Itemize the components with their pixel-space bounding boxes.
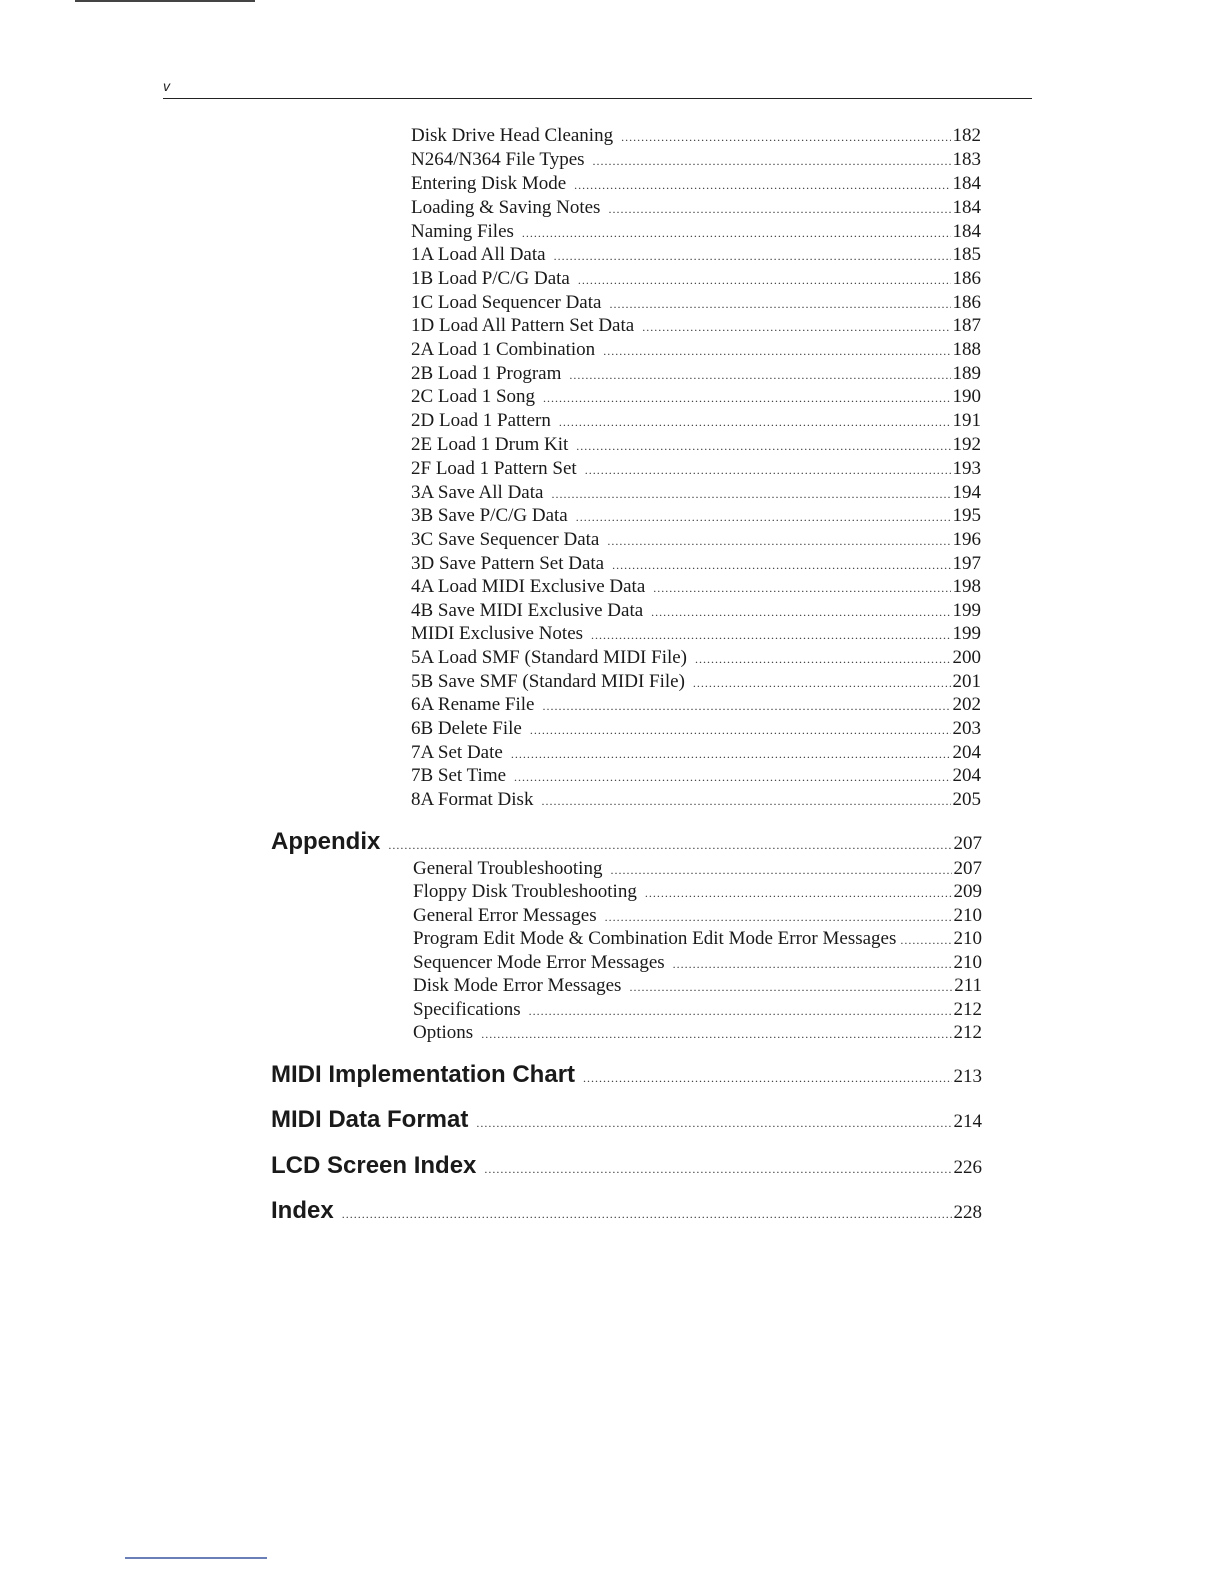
toc-entry[interactable] <box>413 974 982 998</box>
toc-entry[interactable] <box>411 124 981 148</box>
dot-leader <box>583 1061 951 1095</box>
toc-section-page: 213 <box>953 1066 982 1087</box>
toc-entry-page: 184 <box>952 221 981 242</box>
dot-leader <box>609 292 950 316</box>
dot-leader <box>542 694 950 718</box>
toc-entry-label: 5B Save SMF (Standard MIDI File) <box>411 671 685 692</box>
toc-entry-label: 1A Load All Data <box>411 244 546 265</box>
toc-entry-label: 2D Load 1 Pattern <box>411 410 551 431</box>
toc-entry-label: 7A Set Date <box>411 742 503 763</box>
dot-leader <box>543 386 950 410</box>
toc-entry[interactable] <box>411 243 981 267</box>
dot-leader <box>591 623 950 647</box>
toc-entry-label: N264/N364 File Types <box>411 149 585 170</box>
dot-leader <box>900 928 951 952</box>
toc-section-label: Index <box>271 1197 334 1224</box>
toc-entry[interactable] <box>411 504 981 528</box>
dot-leader <box>621 125 950 149</box>
toc-entry-label: Sequencer Mode Error Messages <box>413 952 665 973</box>
toc-entry-label: 1C Load Sequencer Data <box>411 292 602 313</box>
toc-entry-page: 192 <box>952 434 981 455</box>
toc-entry-page: 184 <box>952 197 981 218</box>
toc-entry[interactable] <box>411 670 981 694</box>
toc-section-midi-data-format[interactable] <box>271 1103 982 1137</box>
dot-leader <box>607 529 950 553</box>
toc-entry[interactable] <box>411 575 981 599</box>
toc-entry[interactable] <box>413 904 982 928</box>
toc-section-label: LCD Screen Index <box>271 1152 477 1179</box>
toc-entry-page: 188 <box>952 339 981 360</box>
toc-entry-label: General Troubleshooting <box>413 858 603 879</box>
dot-leader <box>569 363 950 387</box>
toc-entry-label: 4B Save MIDI Exclusive Data <box>411 600 644 621</box>
toc-entry[interactable] <box>411 267 981 291</box>
toc-entry[interactable] <box>411 552 981 576</box>
toc-entry-page: 199 <box>952 600 981 621</box>
toc-entry-page: 184 <box>952 173 981 194</box>
toc-entry-page: 186 <box>952 268 981 289</box>
toc-entry-label: 2C Load 1 Song <box>411 386 536 407</box>
toc-entry-label: Specifications <box>413 999 521 1020</box>
toc-entry-page: 185 <box>952 244 981 265</box>
dot-leader <box>511 742 951 766</box>
dot-leader <box>642 315 950 339</box>
toc-entry-label: General Error Messages <box>413 905 597 926</box>
toc-section-page: 214 <box>953 1111 982 1132</box>
toc-entry-label: 6A Rename File <box>411 694 535 715</box>
toc-entry-label: Options <box>413 1022 474 1043</box>
toc-entry-page: 207 <box>953 858 982 879</box>
toc-section-label: Appendix <box>271 828 381 855</box>
toc-entry-page: 210 <box>953 928 982 949</box>
toc-entry-label: Program Edit Mode & Combination Edit Mode Error Messages <box>413 928 897 949</box>
dot-leader <box>576 434 950 458</box>
toc-entry[interactable] <box>411 481 981 505</box>
toc-entry[interactable] <box>411 741 981 765</box>
toc-entry[interactable] <box>411 220 981 244</box>
toc-entry-label: Disk Mode Error Messages <box>413 975 622 996</box>
toc-entry-page: 198 <box>952 576 981 597</box>
toc-entry-label: 5A Load SMF (Standard MIDI File) <box>411 647 688 668</box>
toc-entry-page: 199 <box>952 623 981 644</box>
toc-entry-label: Entering Disk Mode <box>411 173 567 194</box>
toc-entry-page: 209 <box>953 881 982 902</box>
toc-entry-page: 212 <box>953 999 982 1020</box>
page-number: v <box>163 78 170 94</box>
toc-section-lcd-screen-index[interactable] <box>271 1149 982 1183</box>
dot-leader <box>522 221 951 245</box>
dot-leader <box>695 647 950 671</box>
toc-entry-page: 186 <box>952 292 981 313</box>
toc-section-midi-implementation-chart[interactable] <box>271 1058 982 1092</box>
toc-entry[interactable] <box>413 880 982 904</box>
toc-entry-page: 183 <box>952 149 981 170</box>
toc-entry-page: 189 <box>952 363 981 384</box>
dot-leader <box>554 244 951 268</box>
dot-leader <box>476 1106 951 1140</box>
dot-leader <box>605 905 952 929</box>
toc-entry[interactable] <box>411 788 981 812</box>
toc-entry[interactable] <box>411 385 981 409</box>
toc-section-index[interactable] <box>271 1194 982 1228</box>
toc-entry-label: 3B Save P/C/G Data <box>411 505 568 526</box>
toc-entry-label: 2A Load 1 Combination <box>411 339 596 360</box>
bottom-edge-line <box>125 1557 267 1559</box>
dot-leader <box>551 482 950 506</box>
toc-entry[interactable] <box>411 362 981 386</box>
toc-entry[interactable] <box>413 1021 982 1045</box>
dot-leader <box>574 173 950 197</box>
dot-leader <box>651 600 950 624</box>
toc-entry-page: 201 <box>952 671 981 692</box>
toc-section-page: 228 <box>953 1202 982 1223</box>
toc-entry-page: 187 <box>952 315 981 336</box>
toc-entry[interactable] <box>411 291 981 315</box>
toc-entry[interactable] <box>411 433 981 457</box>
dot-leader <box>530 718 951 742</box>
toc-entry[interactable] <box>413 951 982 975</box>
toc-entry-page: 200 <box>952 647 981 668</box>
toc-entry-label: 1B Load P/C/G Data <box>411 268 570 289</box>
toc-entry[interactable] <box>411 622 981 646</box>
toc-entry[interactable] <box>411 717 981 741</box>
toc-entry-page: 193 <box>952 458 981 479</box>
dot-leader <box>603 339 950 363</box>
toc-entry[interactable] <box>411 764 981 788</box>
toc-entry[interactable] <box>413 927 982 951</box>
dot-leader <box>585 458 951 482</box>
toc-entry[interactable] <box>411 693 981 717</box>
toc-entry[interactable] <box>411 338 981 362</box>
dot-leader <box>608 197 950 221</box>
toc-entry[interactable] <box>413 998 982 1022</box>
dot-leader <box>653 576 950 600</box>
toc-entry-label: Naming Files <box>411 221 514 242</box>
toc-entry-label: 8A Format Disk <box>411 789 534 810</box>
toc-entry[interactable] <box>411 314 981 338</box>
toc-entry-label: 7B Set Time <box>411 765 507 786</box>
toc-entry-page: 182 <box>952 125 981 146</box>
toc-entry-page: 190 <box>952 386 981 407</box>
toc-entry-page: 196 <box>952 529 981 550</box>
toc-entry[interactable] <box>411 528 981 552</box>
dot-leader <box>693 671 951 695</box>
toc-entry-page: 194 <box>952 482 981 503</box>
dot-leader <box>541 789 950 813</box>
toc-entry[interactable] <box>411 172 981 196</box>
toc-entry-page: 204 <box>952 742 981 763</box>
toc-entry[interactable] <box>411 646 981 670</box>
toc-entry[interactable] <box>411 196 981 220</box>
dot-leader <box>484 1152 951 1186</box>
dot-leader <box>481 1022 951 1046</box>
toc-entry-page: 191 <box>952 410 981 431</box>
toc-entry-label: Loading & Saving Notes <box>411 197 601 218</box>
toc-entry-label: 3C Save Sequencer Data <box>411 529 600 550</box>
toc-entry-page: 203 <box>952 718 981 739</box>
dot-leader <box>612 553 950 577</box>
dot-leader <box>593 149 951 173</box>
toc-entry[interactable] <box>411 148 981 172</box>
toc-entry-page: 210 <box>953 905 982 926</box>
toc-entry-page: 211 <box>954 975 982 996</box>
dot-leader <box>629 975 952 999</box>
toc-entry-label: 3D Save Pattern Set Data <box>411 553 605 574</box>
toc-entry-page: 205 <box>952 789 981 810</box>
toc-entry-label: Floppy Disk Troubleshooting <box>413 881 637 902</box>
toc-entry-page: 202 <box>952 694 981 715</box>
dot-leader <box>514 765 950 789</box>
dot-leader <box>578 268 951 292</box>
toc-section-appendix[interactable] <box>271 825 982 859</box>
toc-entry-page: 204 <box>952 765 981 786</box>
toc-entry-page: 197 <box>952 553 981 574</box>
dot-leader <box>645 881 952 905</box>
dot-leader <box>529 999 952 1023</box>
toc-entry-label: MIDI Exclusive Notes <box>411 623 584 644</box>
toc-entry-label: 6B Delete File <box>411 718 522 739</box>
dot-leader <box>576 505 951 529</box>
dot-leader <box>673 952 952 976</box>
toc-entry-label: Disk Drive Head Cleaning <box>411 125 614 146</box>
toc-entry-label: 2E Load 1 Drum Kit <box>411 434 569 455</box>
dot-leader <box>342 1197 952 1231</box>
toc-section-label: MIDI Implementation Chart <box>271 1061 576 1088</box>
toc-section-label: MIDI Data Format <box>271 1106 469 1133</box>
toc-entry-label: 4A Load MIDI Exclusive Data <box>411 576 646 597</box>
toc-entry[interactable] <box>413 857 982 881</box>
dot-leader <box>559 410 951 434</box>
toc-entry[interactable] <box>411 599 981 623</box>
toc-entry[interactable] <box>411 409 981 433</box>
toc-section-page: 226 <box>953 1157 982 1178</box>
toc-entry-page: 212 <box>953 1022 982 1043</box>
toc-section-page: 207 <box>953 833 982 854</box>
toc-entry[interactable] <box>411 457 981 481</box>
toc-entry-label: 3A Save All Data <box>411 482 544 503</box>
toc-entry-label: 1D Load All Pattern Set Data <box>411 315 635 336</box>
toc-entry-label: 2B Load 1 Program <box>411 363 562 384</box>
toc-entry-label: 2F Load 1 Pattern Set <box>411 458 577 479</box>
dot-leader <box>610 858 951 882</box>
toc-entry-page: 195 <box>952 505 981 526</box>
toc-entry-page: 210 <box>953 952 982 973</box>
